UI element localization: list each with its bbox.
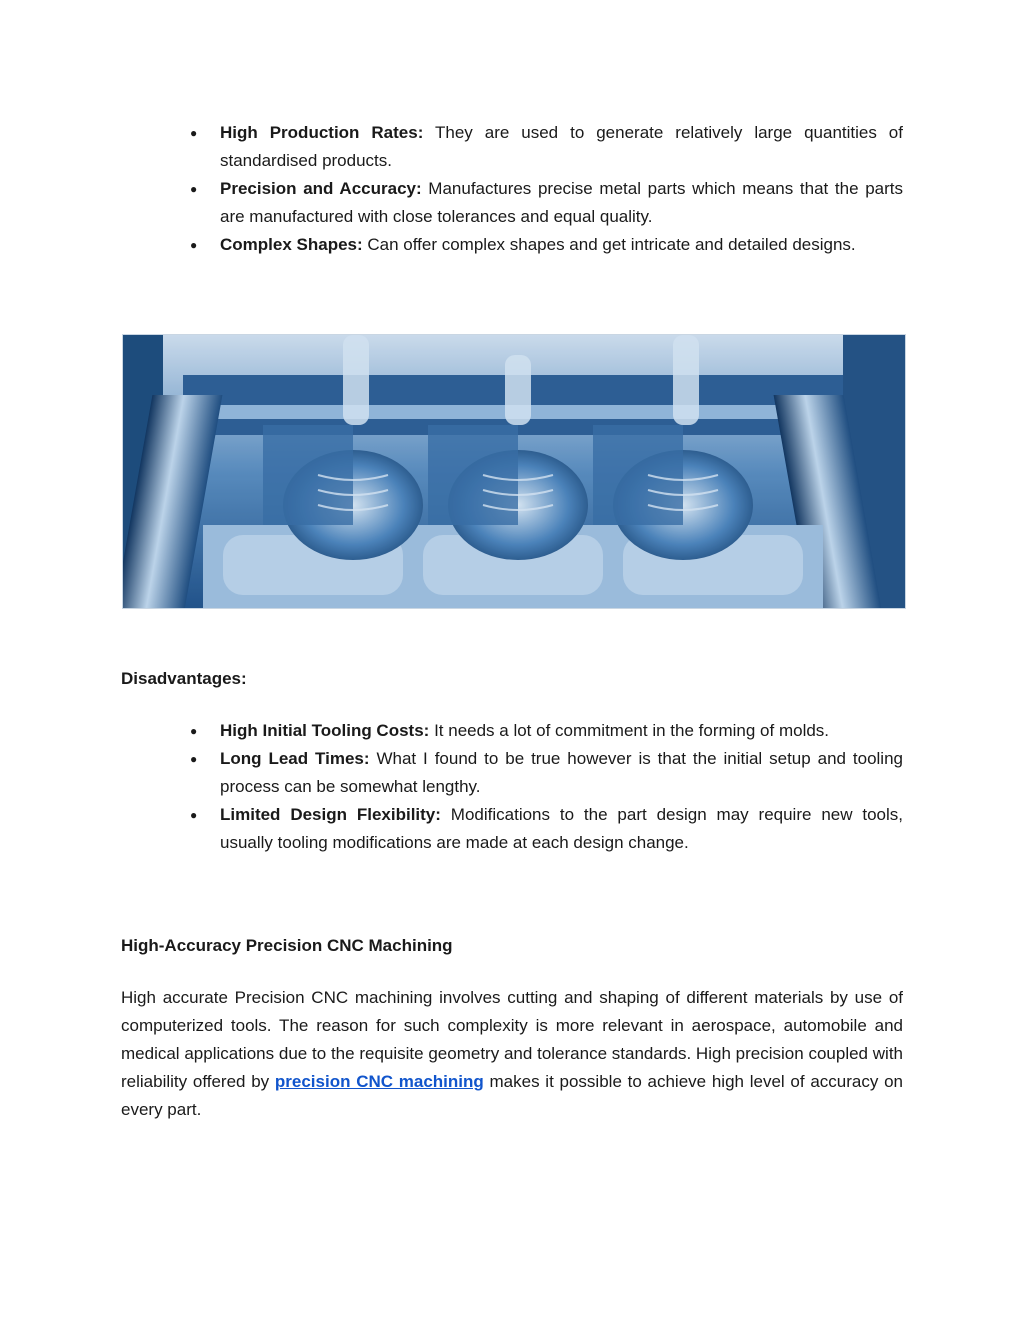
section-heading: High-Accuracy Precision CNC Machining	[121, 936, 453, 955]
list-item	[186, 119, 903, 175]
list-item-term: Complex Shapes:	[220, 235, 363, 254]
machinery-photo	[122, 334, 906, 609]
cnc-paragraph	[121, 984, 903, 1124]
disadvantages-heading: Disadvantages:	[121, 669, 247, 688]
blow-molding-machine-illustration	[123, 335, 906, 609]
paragraph-text-start: High accurate Precision CNC machining involves cutting and shaping of different materials by use of computerized tools. The reason for such complexity is more relevant in aerospace, automobile and medical applications due to the requisite geometry and tolerance standards. High precision coupled with reliability offered by	[121, 988, 903, 1091]
list-item-term: Limited Design Flexibility:	[220, 805, 441, 824]
paragraph-text-end: makes it possible to achieve high level of accuracy on every part.	[121, 1072, 903, 1119]
list-item-text: It needs a lot of commitment in the forming of molds.	[429, 721, 830, 740]
list-item	[186, 801, 903, 857]
list-item	[186, 745, 903, 801]
advantages-list	[186, 119, 903, 259]
list-item-text: Manufactures precise metal parts which means that the parts are manufactured with close tolerances and equal quality.	[220, 179, 903, 226]
precision-cnc-link[interactable]: precision CNC machining	[274, 1072, 484, 1091]
list-item-term: Precision and Accuracy:	[220, 179, 422, 198]
list-item-term: High Production Rates:	[220, 123, 424, 142]
list-item	[186, 717, 903, 745]
list-item-term: Long Lead Times:	[220, 749, 370, 768]
list-item-text: Modifications to the part design may require new tools, usually tooling modifications are made at each design change.	[220, 805, 903, 852]
list-item	[186, 231, 903, 259]
list-item-text: They are used to generate relatively large quantities of standardised products.	[220, 123, 903, 170]
list-item	[186, 175, 903, 231]
list-item-term: High Initial Tooling Costs:	[220, 721, 430, 740]
list-item-text: Can offer complex shapes and get intricate and detailed designs.	[362, 235, 856, 254]
list-item-text: What I found to be true however is that the initial setup and tooling process can be somewhat lengthy.	[220, 749, 903, 796]
disadvantages-list	[186, 717, 903, 857]
